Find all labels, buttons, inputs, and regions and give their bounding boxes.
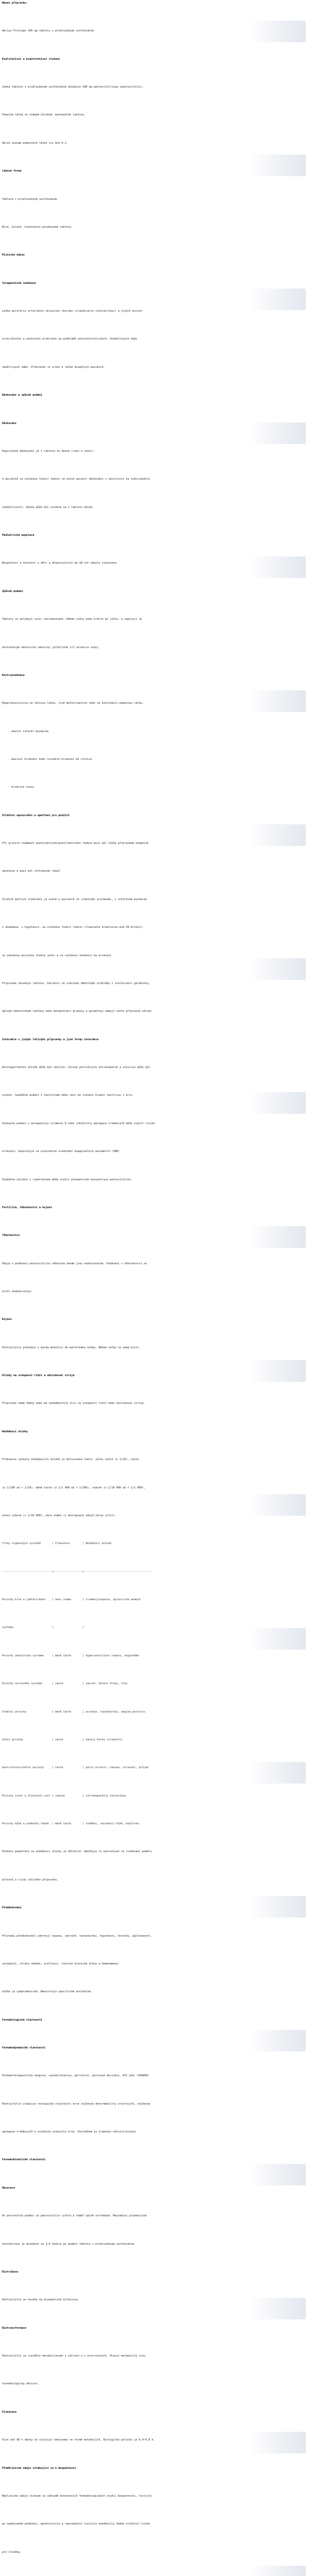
watermark-mark (249, 2566, 306, 2576)
watermark-mark (249, 1226, 306, 1248)
section-heading: Způsob podání (2, 590, 23, 593)
section-heading: Farmakodynamické vlastnosti (2, 2046, 46, 2049)
watermark-mark (249, 422, 306, 444)
text-line: Současné podání s antagonisty vitaminu K nebo inhibitory agregace trombocytů může zvýšit riziko (2, 1122, 155, 1125)
text-line: Aerius Prolongo 100 mg tablety s prodlouženým uvolňováním (2, 29, 94, 32)
section-heading: Kontraindikace (2, 674, 25, 677)
text-line: Neklinické údaje získané na základě konvenčních farmakologických studií bezpečnosti, toxicity (2, 2495, 152, 2498)
table-row: Poruchy imunitního systému | méně časté | hypersenzitivní reakce, angioedém (2, 1654, 139, 1657)
text-line: arteriálního a venózního prokrvení na podkladě aterosklerotických, diabetických nebo (2, 337, 138, 341)
text-line: dostatečným množstvím tekutiny (přibližně 1/2 sklenice vody). (2, 646, 100, 649)
list-item: - masivní krvácení nebo rozsáhlé krvácení do sítnice (8, 758, 92, 761)
text-line: agregace trombocytů a snížením viskozity krve. Výsledkem je zlepšení mikrocirkulace. (2, 2130, 138, 2133)
watermark-mark (249, 824, 306, 846)
text-line: zánětlivých změn. Přípravek je určen k léčbě dospělých pacientů. (2, 366, 105, 369)
table-row: -------------------------------+------------------+------------------------------------------ (2, 1570, 152, 1573)
section-heading: Dávkování a způsob podání (2, 394, 43, 397)
text-line: Při prvních známkách anafylaktické/anafylaktoidní reakce musí být léčba přípravkem okamžitě (2, 842, 149, 845)
text-line: Po perorálním podání se pentoxifylin rychle a téměř úplně vstřebává. Maximální plazmatické (2, 2214, 147, 2217)
text-line: velmi vzácné (< 1/10 000), není známo (z dostupných údajů nelze určit). (2, 1514, 116, 1517)
text-line: úplným nedostatkem laktázy nebo malabsorpcí glukózy a galaktózy nemají tento přípravek užívat. (2, 1010, 153, 1013)
text-line: ukončena a musí být informován lékař. (2, 870, 62, 873)
text-line: Pentoxifylin přechází v malém množství do mateřského mléka. Během léčby se nemá kojit. (2, 1346, 141, 1349)
text-line: Hlášení podezření na nežádoucí účinky je důležité. Umožňuje to pokračovat ve sledování poměru (2, 1850, 152, 1853)
section-heading: Farmakologické vlastnosti (2, 2019, 43, 2022)
section-heading: Název přípravku (2, 2, 26, 5)
section-heading: Pediatrická populace (2, 534, 35, 537)
table-row: systému | | (2, 1626, 84, 1629)
text-line: krvácení; doporučuje se pravidelné sledování koagulačních parametrů (INR). (2, 1150, 122, 1153)
table-row: Poruchy jater a žlučových cest | vzácné | intrahepatální cholestáza (2, 1794, 126, 1798)
section-heading: Léková forma (2, 170, 22, 173)
text-line: Antihypertenzní účinek může být zesílen; účinek perorálních antidiabetik a inzulinu může být (2, 1066, 150, 1069)
text-line: Bílé, kulaté, bikonvexní potahované tablety. (2, 226, 73, 229)
watermark-column (244, 0, 306, 2576)
watermark-mark (249, 556, 306, 578)
text-line: U pacientů se sníženou funkcí ledvin je nutné upravit dávkování v závislosti na individuální (2, 478, 150, 481)
text-line: Pentoxifylin je rozsáhle metabolizován v játrech a v erytrocytech. Hlavní metabolity jsou (2, 2354, 145, 2358)
section-heading: Interakce s jinými léčivými přípravky a jiné formy interakce (2, 1038, 99, 1041)
text-line: pro člověka. (2, 2551, 22, 2554)
text-line: snášenlivosti. Dávka může být snížena na 1 tabletu denně. (2, 506, 94, 509)
section-heading: Předklinické údaje vztahující se k bezpečnosti (2, 2467, 76, 2470)
text-line: Příznaky předávkování zahrnují nauzeu, závratě, tachykardii, hypotenzi, horečku, agitovanost, (2, 1935, 152, 1938)
text-line: Pentoxifylin zlepšuje reologické vlastnosti krve zvýšením deformability erytrocytů, snížením (2, 2103, 150, 2106)
watermark-mark (249, 2164, 306, 2185)
text-line: Bezpečnost a účinnost u dětí a dospívajících do 18 let nebyla stanovena. (2, 562, 118, 565)
watermark-mark (249, 1628, 306, 1650)
text-line: proto nedoporučuje. (2, 1290, 33, 1293)
section-heading: Těhotenství (2, 1234, 20, 1237)
watermark-mark (249, 1762, 306, 1784)
watermark-mark (249, 2298, 306, 2319)
section-heading: Fertilita, těhotenství a kojení (2, 1206, 52, 1209)
table-row: Srdeční poruchy | méně časté | arytmie, tachykardie, angina pectoris (2, 1710, 145, 1714)
text-line: Léčba je symptomatická. Neexistuje specifické antidotum. (2, 1990, 92, 1993)
section-heading: Biotransformace (2, 2327, 26, 2330)
watermark-mark (249, 1360, 306, 1382)
watermark-mark (249, 1494, 306, 1516)
watermark-mark (249, 155, 306, 176)
text-line: Jedna tableta s prodlouženým uvolňováním obsahuje 100 mg pentoxifyllinum (pentoxifylin). (2, 86, 144, 89)
section-heading: Účinky na schopnost řídit a obsluhovat stroje (2, 1374, 75, 1377)
text-line: Úplný seznam pomocných látek viz bod 6.1. (2, 142, 68, 145)
text-line: Tableta s prodlouženým uvolňováním. (2, 198, 59, 201)
watermark-mark (249, 21, 306, 42)
text-line: Léčba periferní arteriální okluzivní choroby (claudicatio intermittens) a jiných poruch (2, 310, 142, 313)
section-heading: Předávkování (2, 1906, 22, 1909)
table-row: Cévní poruchy | časté | návaly horka (zrudnutí) (2, 1738, 123, 1741)
section-heading: Kvalitativní a kvantitativní složení (2, 58, 60, 61)
text-line: Přípravek obsahuje laktózu. Pacienti se vzácnými dědičnými problémy s intolerancí galaktózy, (2, 982, 150, 985)
section-heading: Distribuce (2, 2270, 19, 2274)
section-heading: Eliminace (2, 2411, 17, 2414)
section-heading: Nežádoucí účinky (2, 1430, 28, 1433)
text-line: koncentrace je dosaženo za 2–4 hodiny po podání tablety s prodlouženým uvolňováním. (2, 2243, 136, 2246)
watermark-mark (249, 2030, 306, 2052)
list-item: - krvácivé stavy (8, 786, 34, 789)
text-line: Více než 90 % dávky se vylučuje ledvinami ve formě metabolitů. Biologický poločas je 0,4–0,8 h. (2, 2438, 155, 2442)
text-line: po opakovaném podávání, genotoxicity a reprodukční toxicity neodhalily žádné zvláštní riziko (2, 2522, 150, 2526)
table-row: Poruchy krve a lymfatického | není známo | trombocytopenie, aplastická anémie (2, 1598, 141, 1601)
watermark-mark (249, 2432, 306, 2453)
watermark-mark (249, 1896, 306, 1918)
text-line: se závažnou poruchou funkce jater a se zvýšenou tendencí ke krvácení. (2, 954, 113, 957)
text-line: Farmakoterapeutická skupina: vazodilatancia, periferní, purinové deriváty. ATC kód: C04AD03 (2, 2074, 149, 2077)
section-heading: Absorpce (2, 2187, 15, 2190)
watermark-mark (249, 289, 306, 310)
section-heading: Kojení (2, 1318, 12, 1321)
text-line: Doporučené dávkování je 1 tableta 2x denně (ráno a večer). (2, 450, 96, 453)
text-line: (≥ 1/100 až < 1/10), méně časté (≥ 1/1 000 až < 1/100), vzácné (≥ 1/10 000 až < 1/1 000), (2, 1486, 145, 1489)
text-line: Přípravek nemá žádný nebo má zanedbatelný vliv na schopnost řídit nebo obsluhovat stroje. (2, 1402, 145, 1405)
watermark-mark (249, 690, 306, 712)
text-line: zvýšen. Souběžné podání s teofylinem může vést ke zvýšení hladin teofylinu v krvi. (2, 1094, 134, 1097)
text-line: Údaje o podávání pentoxifylinu těhotným ženám jsou nedostatečné. Podávání v těhotenství se (2, 1262, 147, 1265)
table-row: Gastrointestinální poruchy | časté | pocit plnosti, nauzea, zvracení, průjem (2, 1766, 149, 1769)
text-line: v anamnéze, s hypotenzí, se sníženou funkcí ledvin (clearance kreatininu pod 30 ml/min), (2, 926, 144, 929)
text-line: Zvláště pečlivé sledování je nutné u pacientů se srdečními arytmiemi, s infarktem myokardu (2, 898, 147, 901)
section-heading: Farmakokinetické vlastnosti (2, 2158, 46, 2161)
table-row: Poruchy kůže a podkožní tkáně | méně časté | svědění, zarudnutí kůže, kopřivka (2, 1822, 139, 1825)
text-line: přínosů a rizik léčivého přípravku. (2, 1878, 59, 1882)
text-line: Pomocná látka se známým účinkem: monohydrát laktózy. (2, 113, 86, 116)
section-heading: Terapeutické indikace (2, 282, 36, 285)
text-line: farmakologicky aktivní. (2, 2382, 39, 2385)
text-line: Souběžné užívání s cimetidinem může zvýšit plazmatické koncentrace pentoxifylinu. (2, 1178, 132, 1181)
watermark-mark (249, 958, 306, 980)
text-line: Pentoxifylin se neváže na plazmatické bílkoviny. (2, 2298, 79, 2301)
section-heading: Zvláštní upozornění a opatření pro použití (2, 814, 70, 817)
text-line: Hypersenzitivita na léčivou látku, jiné methylxantiny nebo na kteroukoli pomocnou látku. (2, 702, 144, 705)
table-row: Poruchy nervového systému | časté | závrať, bolest hlavy, třes (2, 1682, 128, 1685)
text-line: Tablety se polykají celé, nerozkousané, během jídla nebo krátce po jídle, a zapíjejí se (2, 618, 142, 621)
text-line: Frekvence výskytu nežádoucích účinků je definována takto: velmi časté (≥ 1/10), časté (2, 1458, 139, 1461)
section-heading: Klinické údaje (2, 253, 25, 257)
table-row: Třídy orgánových systémů | Frekvence | Nežádoucí účinek (2, 1542, 112, 1545)
list-item: - akutní infarkt myokardu (8, 730, 49, 733)
text-line: zarudnutí, ztrátu vědomí, areflexii, tonicko-klonické křeče a hemateméze. (2, 1962, 119, 1965)
watermark-mark (249, 1092, 306, 1114)
section-heading: Dávkování (2, 422, 17, 425)
